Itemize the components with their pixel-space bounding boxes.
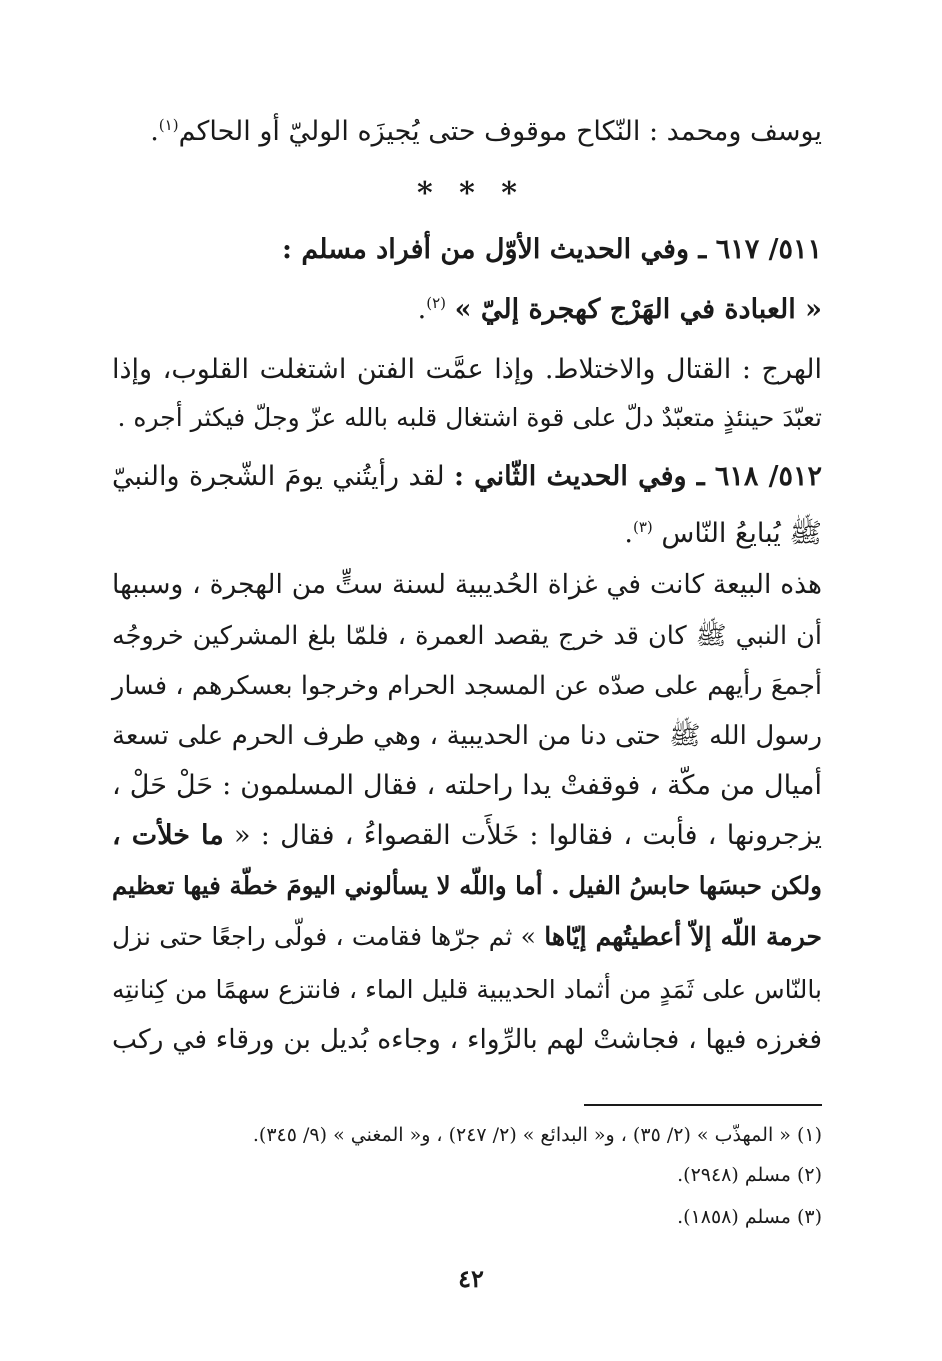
text-line: هذه البيعة كانت في غزاة الحُديبية لسنة ستٍّ من الهجرة ، وسببها (112, 569, 822, 600)
section-separator: * * * (417, 176, 525, 211)
hadith-heading: ٥١١/ ٦١٧ ـ وفي الحديث الأوّل من أفراد مسلم : (281, 234, 822, 265)
text-segment: . (624, 518, 633, 549)
text-segment: ﷺ يُبايعُ النّاس (661, 518, 822, 549)
text-line: أن النبي ﷺ كان قد خرج يقصد العمرة ، فلمّا بلغ المشركين خروجُه (112, 621, 822, 651)
text-segment: . (417, 294, 427, 325)
footnote: (١) « المهذّب » (٢/ ٣٥) ، و« البدائع » (٢/ ٢٤٧) ، و« المغني » (٩/ ٣٤٥). (252, 1124, 822, 1146)
text-line: الهرج : القتال والاختلاط. وإذا عمَّت الفتن اشتغلت القلوب، وإذا (112, 354, 822, 385)
text-line: تعبّدَ حينئذٍ متعبّدٌ دلّ على قوة اشتغال قلبه بالله عزّ وجلّ فيكثر أجره . (117, 403, 822, 432)
text-line: أميال من مكّة ، فوقفتْ يدا راحلته ، فقال المسلمون : حَلْ حَلْ ، (112, 770, 822, 801)
page-number: ٤٢ (458, 1264, 484, 1293)
footnote-ref[interactable]: (٣) (633, 518, 653, 536)
hadith-quote: حرمة اللّه إلاّ أعطيتُهم إيّاها (544, 922, 822, 951)
hadith-heading (112, 457, 822, 497)
footnote-divider (584, 1104, 822, 1106)
hadith-text (112, 290, 822, 330)
text-line: أجمعَ رأيهم على صدّه عن المسجد الحرام وخرجوا بعسكرهم ، فسار (112, 671, 822, 701)
text-segment: يزجرونها ، فأبت ، فقالوا : خَلأَت القصواءُ ، فقال : « (234, 820, 822, 851)
text-line: فغرزه فيها ، فجاشتْ لهم بالرِّواء ، وجاءه بُديل بن ورقاء في ركب (112, 1024, 822, 1055)
footnote-ref[interactable]: (٢) (426, 294, 447, 312)
text-line: ولكن حبسَها حابسُ الفيل . أما واللّه لا يسألوني اليومَ خطّة فيها تعظيم (112, 871, 822, 900)
text-line (112, 514, 822, 554)
text-line (112, 917, 822, 957)
text-line (112, 816, 822, 856)
text-segment: . (150, 116, 159, 147)
text-segment: » ثم جرّها فقامت ، فولّى راجعًا حتى نزل (112, 922, 536, 951)
hadith-quote: « العبادة في الهَرْج كهجرة إليّ » (454, 294, 822, 325)
footnote-ref[interactable]: (١) (158, 116, 179, 134)
hadith-number: ٥١٢/ ٦١٨ ـ وفي الحديث الثّاني : (453, 461, 822, 492)
text-segment: يوسف ومحمد : النّكاح موقوف حتى يُجيزَه الوليّ أو الحاكم (178, 116, 822, 147)
footnote: (٣) مسلم (١٨٥٨). (677, 1206, 822, 1228)
text-line: بالنّاس على ثَمَدٍ من أثماد الحديبية قليل الماء ، فانتزع سهمًا من كِنانتِه (112, 975, 822, 1004)
text-line: رسول الله ﷺ حتى دنا من الحديبية ، وهي طرف الحرم على تسعة (112, 721, 822, 751)
hadith-quote: ما خلأت ، (112, 820, 224, 851)
text-segment: لقد رأيتُني يومَ الشّجرة والنبيّ (112, 461, 445, 492)
footnote: (٢) مسلم (٢٩٤٨). (677, 1164, 822, 1186)
text-line (112, 112, 822, 152)
